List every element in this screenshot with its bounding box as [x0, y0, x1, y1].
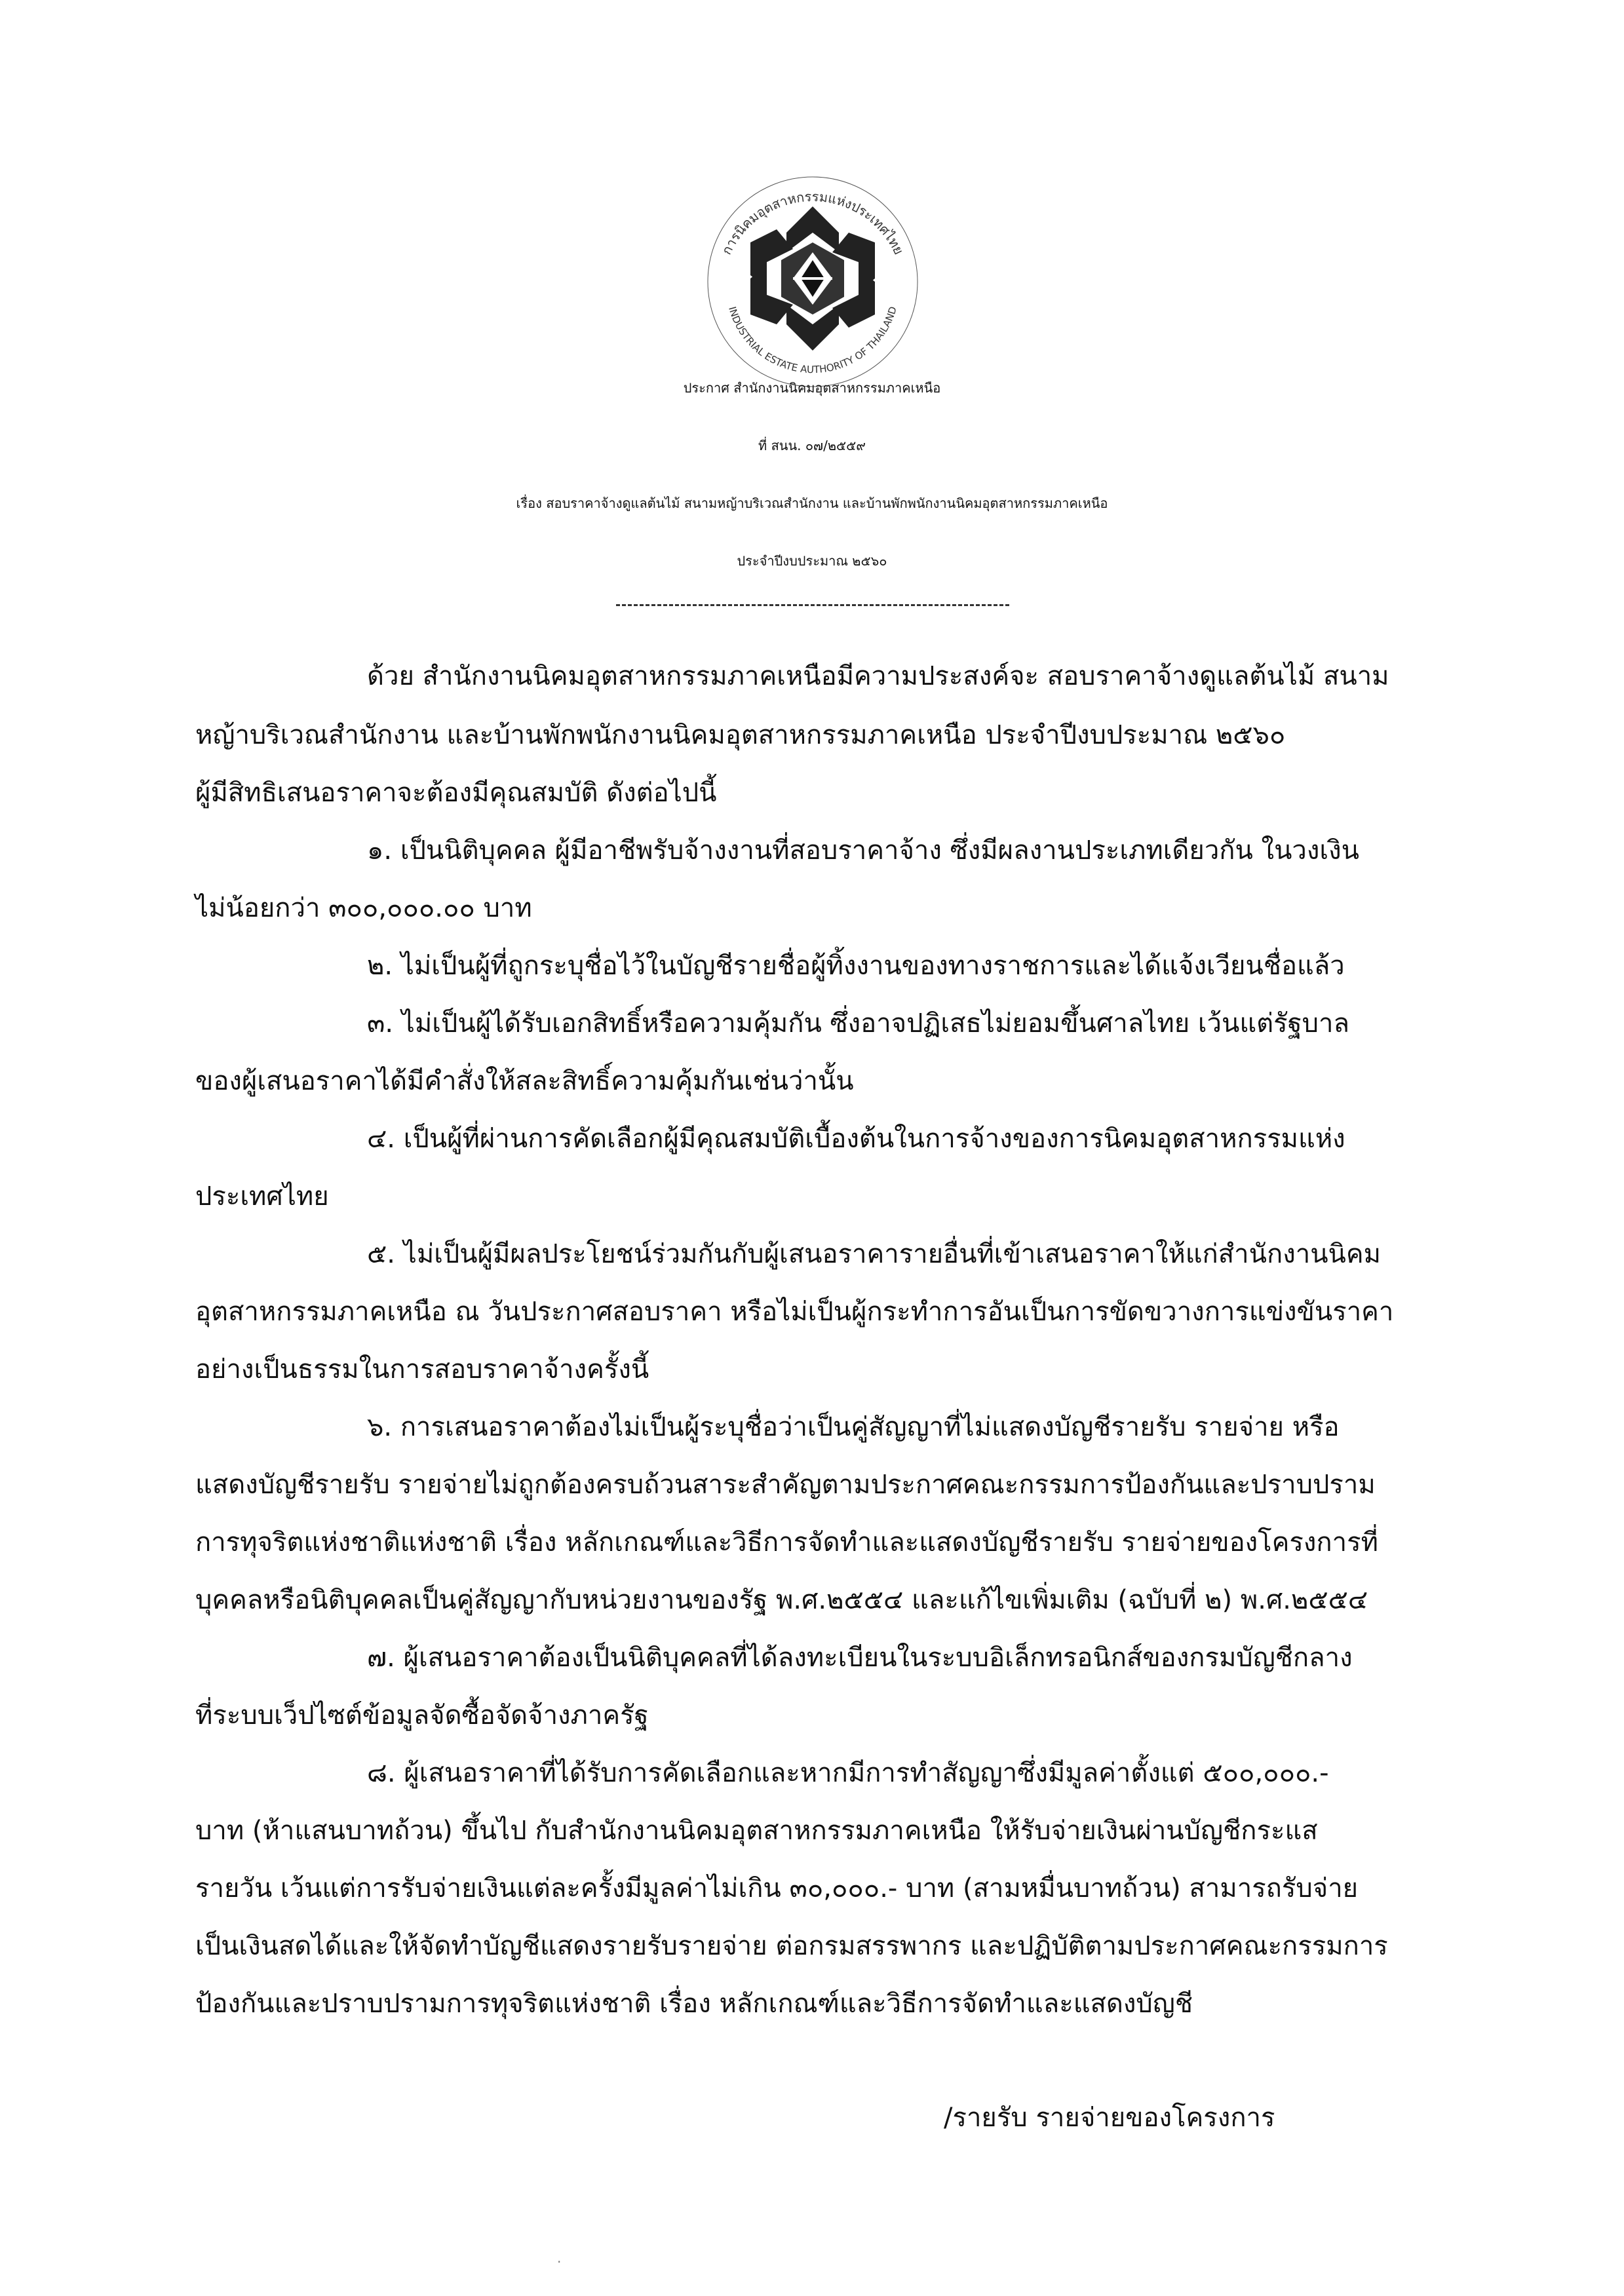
item-4-line-2: ประเทศไทย: [195, 1181, 329, 1212]
item-1-line-2: ไม่น้อยกว่า ๓๐๐,๐๐๐.๐๐ บาท: [195, 893, 532, 923]
announcement-subject: เรื่อง สอบราคาจ้างดูแลต้นไม้ สนามหญ้าบริเวณสำนักงาน และบ้านพักพนักงานนิคมอุตสาหกรรมภาคเหนือ: [516, 495, 1108, 511]
item-8-line-1: ๘. ผู้เสนอราคาที่ได้รับการคัดเลือกและหากมีการทำสัญญาซึ่งมีมูลค่าตั้งแต่ ๕๐๐,๐๐๐.-: [367, 1758, 1329, 1788]
item-8-line-3: รายวัน เว้นแต่การรับจ่ายเงินแต่ละครั้งมีมูลค่าไม่เกิน ๓๐,๐๐๐.- บาท (สามหมื่นบาทถ้วน) สามารถรับจ่าย: [195, 1873, 1359, 1904]
item-5-line-3: อย่างเป็นธรรมในการสอบราคาจ้างครั้งนี้: [195, 1354, 649, 1385]
intro-line-2: หญ้าบริเวณสำนักงาน และบ้านพักพนักงานนิคมอุตสาหกรรมภาคเหนือ ประจำปีงบประมาณ ๒๕๖๐: [195, 720, 1286, 750]
continuation-note: /รายรับ รายจ่ายของโครงการ: [944, 2103, 1275, 2133]
item-6-line-2: แสดงบัญชีรายรับ รายจ่ายไม่ถูกต้องครบถ้วนสาระสำคัญตามประกาศคณะกรรมการป้องกันและปราบปราม: [195, 1470, 1376, 1500]
intro-line-1: ด้วย สำนักงานนิคมอุตสาหกรรมภาคเหนือมีความประสงค์จะ สอบราคาจ้างดูแลต้นไม้ สนาม: [367, 661, 1389, 691]
announcement-number: ที่ สนน. ๐๗/๒๕๕๙: [758, 438, 866, 453]
item-3-line-1: ๓. ไม่เป็นผู้ได้รับเอกสิทธิ์หรือความคุ้มกัน ซึ่งอาจปฏิเสธไม่ยอมขึ้นศาลไทย เว้นแต่รัฐบาล: [367, 1008, 1350, 1039]
item-3-line-2: ของผู้เสนอราคาได้มีคำสั่งให้สละสิทธิ์ความคุ้มกันเช่นว่านั้น: [195, 1066, 854, 1096]
intro-line-3: ผู้มีสิทธิเสนอราคาจะต้องมีคุณสมบัติ ดังต่อไปนี้: [195, 778, 717, 808]
logo-arc-text-top: การนิคมอุตสาหกรรมแห่งประเทศไทย: [718, 188, 907, 258]
item-8-line-4: เป็นเงินสดได้และให้จัดทำบัญชีแสดงรายรับรายจ่าย ต่อกรมสรรพากร และปฏิบัติตามประกาศคณะกรรมการ: [195, 1931, 1388, 1961]
logo-arc-text-bottom: INDUSTRIAL ESTATE AUTHORITY OF THAILAND: [726, 305, 899, 376]
item-7-line-1: ๗. ผู้เสนอราคาต้องเป็นนิติบุคคลที่ได้ลงทะเบียนในระบบอิเล็กทรอนิกส์ของกรมบัญชีกลาง: [367, 1643, 1353, 1673]
item-5-line-1: ๕. ไม่เป็นผู้มีผลประโยชน์ร่วมกันกับผู้เสนอราคารายอื่นที่เข้าเสนอราคาให้แก่สำนักงานนิคม: [367, 1239, 1382, 1269]
item-4-line-1: ๔. เป็นผู้ที่ผ่านการคัดเลือกผู้มีคุณสมบัติเบื้องต้นในการจ้างของการนิคมอุตสาหกรรมแห่ง: [367, 1124, 1345, 1154]
item-7-line-2: ที่ระบบเว็ปไซต์ข้อมูลจัดซื้อจัดจ้างภาครัฐ: [195, 1700, 649, 1731]
item-8-line-5: ป้องกันและปราบปรามการทุจริตแห่งชาติ เรื่อง หลักเกณฑ์และวิธีการจัดทำและแสดงบัญชี: [195, 1989, 1193, 2019]
item-8-line-2: บาท (ห้าแสนบาทถ้วน) ขึ้นไป กับสำนักงานนิคมอุตสาหกรรมภาคเหนือ ให้รับจ่ายเงินผ่านบัญชีกระแส: [195, 1816, 1318, 1846]
item-1-line-1: ๑. เป็นนิติบุคคล ผู้มีอาชีพรับจ้างงานที่สอบราคาจ้าง ซึ่งมีผลงานประเภทเดียวกัน ในวงเงิน: [367, 835, 1359, 866]
item-6-line-4: บุคคลหรือนิติบุคคลเป็นคู่สัญญากับหน่วยงานของรัฐ พ.ศ.๒๕๕๔ และแก้ไขเพิ่มเติม (ฉบับที่ ๒) พ.ศ.๒๕๕๔: [195, 1585, 1368, 1615]
header-divider: [616, 604, 1009, 606]
logo-emblem: [750, 206, 875, 351]
announcement-title: ประกาศ สำนักงานนิคมอุตสาหกรรมภาคเหนือ: [683, 380, 941, 396]
scan-speck: ·: [557, 2254, 562, 2270]
item-2-line-1: ๒. ไม่เป็นผู้ที่ถูกระบุชื่อไว้ในบัญชีรายชื่อผู้ทิ้งงานของทางราชการและได้แจ้งเวียนชื่อแล้ว: [367, 951, 1345, 981]
item-6-line-1: ๖. การเสนอราคาต้องไม่เป็นผู้ระบุชื่อว่าเป็นคู่สัญญาที่ไม่แสดงบัญชีรายรับ รายจ่าย หรือ: [367, 1412, 1340, 1442]
announcement-fiscal-year: ประจำปีงบประมาณ ๒๕๖๐: [737, 553, 887, 569]
item-5-line-2: อุตสาหกรรมภาคเหนือ ณ วันประกาศสอบราคา หรือไม่เป็นผู้กระทำการอันเป็นการขัดขวางการแข่งขันราคา: [195, 1297, 1394, 1327]
item-6-line-3: การทุจริตแห่งชาติแห่งชาติ เรื่อง หลักเกณฑ์และวิธีการจัดทำและแสดงบัญชีรายรับ รายจ่ายของโครงการที่: [195, 1527, 1378, 1558]
